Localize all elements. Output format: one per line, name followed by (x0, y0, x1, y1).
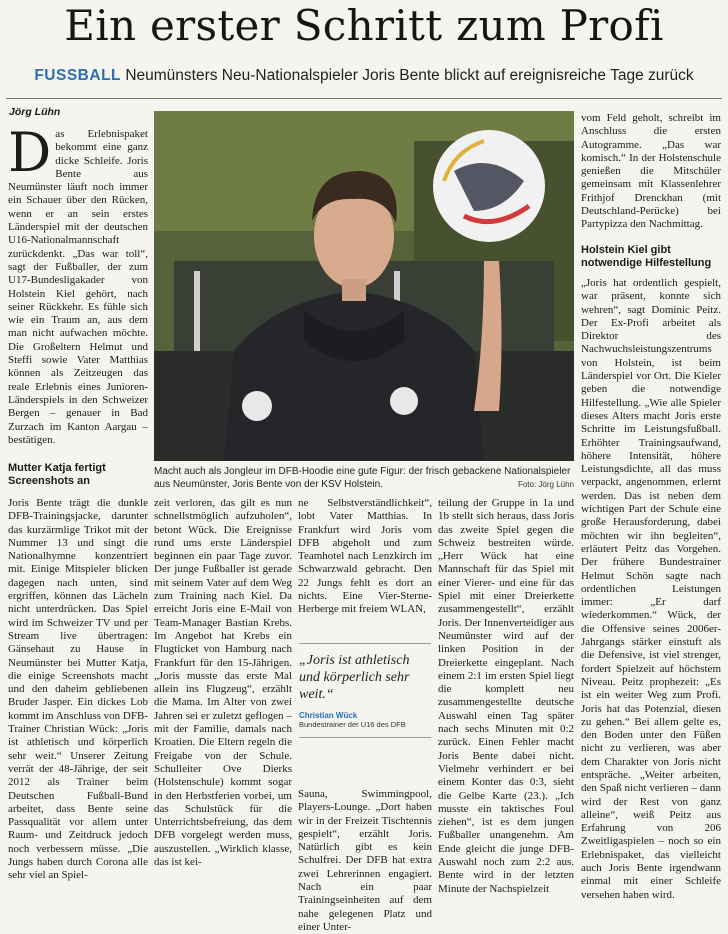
quote-author-role: Bundestrainer der U16 des DFB (299, 720, 406, 729)
body-paragraph: teilung der Gruppe in 1a und 1b stellt sich heraus, dass Joris das zweite Spiel gegen die Schweiz bestreiten würde. „Herr Wück hat eine Mannschaft für das Spiel mit einer Vierer- und eine für das Spiel mit einer Dreierkette zusammengestellt“, erzählt Joris. Der Innenverteidiger aus Neumünster wird auf der linken Position in der Dreierkette eingeplant. Nach einem 2:1 im ersten Spiel liegt die komplett neu zusammengestellte deutsche Auswahl einen Tag später nach sechs Minuten mit 0:2 zurück. Einen Fehler macht Joris Bente dabei nicht. Vielmehr verhindert er bei einem Konter das 0:3, sieht die Gelbe Karte (23.). „Ich musste ein taktisches Foul ziehen“, ist es dem jungen Fußballer unangenehm. Am Ende gleicht die junge DFB-Auswahl noch zum 2:2 aus. Bente wird in der letzten Minute der Nachspielzeit (438, 497, 574, 895)
pull-quote (299, 643, 431, 738)
photo-credit: Foto: Jörg Lühn (517, 479, 574, 489)
quote-author: Christian Wück (299, 711, 358, 720)
body-paragraph: zeit verloren, das gilt es nun schnellstmöglich aufzuholen“, betont Wück. Die Ereignisse rund ums erste Länderspiel beginnen ein paar Tage zuvor. Der junge Fußballer ist gerade mit seinem Vater auf dem Weg zum Training nach Kiel. Da erreicht Joris eine E-Mail von Team-Manager Bastian Krebs. Im Angebot hat Krebs ein Flugticket von Hamburg nach Frankfurt für den 15-Jährigen. „Joris musste das erste Mal allein ins Flugzeug“, erzählt die Mama. Im Alter von zwei Jahren sei er zuletzt geflogen – mit der Familie, damals nach Kroatien. Die Eltern regeln die Freigabe von der Schule. Schulleiter Ove Dierks (Holstenschule) kommt sogar in den Herbstferien vorbei, um das Schulstück für die Unterrichtsbefreiung, das dem DFB vorgelegt werden muss, auszustellen. „Wirklich klasse, das ist kei- (154, 497, 292, 869)
subhead-holstein-kiel: Holstein Kiel gibt notwendige Hilfestellung (581, 244, 712, 269)
body-paragraph: vom Feld geholt, schreibt im Anschluss die ersten Autogramme. „Das war komisch.“ In der Holstenschule genießen die Mitschüler gemeinsam mit Klassenlehrer Frithjof Drenckhan (mit Deutschland-Perücke) bei Partypizza den Nachmittag. (581, 112, 721, 231)
body-paragraph: Sauna, Swimmingpool, Players-Lounge. „Dort haben wir in der Freizeit Tischtennis gespielt“, erzählt Joris. Natürlich gibt es kein Schulfrei. Der DFB hat extra zwei Lehrerinnen engagiert. Nach ein paar Trainingseinheiten auf dem nahe gelegenen Platz und einer Unter- (298, 788, 432, 933)
body-paragraph: ne Selbstverständlichkeit“, lobt Vater Matthias. In Frankfurt wird Joris vom DFB abgeholt und zum Teamhotel nach Lenzkirch im Schwarzwald gebracht. Den 22 Jungs fehlt es dort an nichts. Eine Vier-Sterne-Herberge mit freiem WLAN, (298, 497, 432, 616)
kicker-label: FUSSBALL (34, 67, 122, 84)
column-1 (8, 121, 148, 447)
headline: Ein erster Schritt zum Profi (64, 1, 664, 50)
quote-rule-bottom (299, 737, 431, 738)
subhead-1-wrap (8, 462, 148, 488)
subhead-mutter-katja: Mutter Katja fertigt Screenshots an (8, 462, 106, 487)
drop-cap: D (8, 121, 52, 184)
intro-paragraph: as Erlebnispaket bekommt eine ganz dicke Schleife. Joris Bente aus Neumünster läuft noch immer ein Schauer über den Rücken, wenn er an sein erstes Länderspiel mit der deutschen U16-Nationalmannschaft zurückdenkt. „Das war toll“, sagt der Fußballer, der zum U17-Bundesligakader von Holstein Kiel gehört, nach seiner Rückkehr. Es fühle sich wie ein Traum an, aus dem man nicht aufwachen möchte. Die Großeltern Helmut und Steffi sowie Vater Matthias können als Zeitzeugen das reale Erlebnis eines Junioren-Länderspiels in den Schweizer Bergen – genauer in Bad Zurzach im Kanton Aargau – bestätigen. (8, 128, 148, 446)
body-paragraph: Joris Bente trägt die dunkle DFB-Trainingsjacke, darunter das kurzärmlige Trikot mit der Nummer 13 und singt die Nationalhymne konzentriert mit. Einige Mitspieler blicken dagegen nach unten, sind ergriffen, können das Lächeln nicht unterdrücken. Das Spiel wird im Schweizer TV und per Stream live übertragen: Gänsehaut zu Hause in Neumünster bei Mutter Katja, die einige Screenshots macht und den daheim gebliebenen Bruder Jasper. Ein dickes Lob kommt im Anschluss von DFB-Trainer Christian Wück: „Joris ist athletisch und körperlich sehr weit.“ Unserer Zeitung verrät der 48-Jährige, der seit 2012 als Trainer beim Deutschen Fußball-Bund arbeitet, dass Bente seine Passqualität vor allem unter Raum- und Zeitdruck jedoch noch verbessern müsse. „Die Jungs haben durch Corona alle sehr viel an Spiel- (8, 497, 148, 882)
column-2 (154, 497, 292, 889)
body-paragraph: „Joris hat ordentlich gespielt, war präsent, konnte sich wehren“, sagt Dominic Peitz. Der Ex-Profi arbeitet als Direktor des Nachwuchsleistungszentrums von Holstein, ist beim Länderspiel vor Ort. Die Kieler geben die notwendige Hilfestellung. „Wie alle Spieler dieses Alters macht Joris erste Schritte im Leistungsfußball. Erhöhter Trainingsaufwand, höhere Intensität, höhere Leistungsdichte, all das muss verpackt, angenommen, erlernt werden. Das ist neben dem wichtigen Part der Schule eine große Herausforderung, dabei möchten wir ihn begleiten“, erläutert Peitz das Vorgehen. Der frühere Bundestrainer Helmut Schön sagte nach ordentlichen Leistungen immer: „Er darf wiederkommen.“ Wück, der die Offensive seines 2006er-Jahrgangs stärker einstuft als die Defensive, ist viel strenger, fordert Spielzeit auf höchstem Niveau. Peitz prophezeit: „Es ist ein weiter Weg zum Profi. Joris hat das Potenzial, diesen zu gehen.“ Bei allem gelte es, den Boden unter den Füßen nicht zu verlieren, was aber dem Charakter von Joris nicht entspräche. „Weiter arbeiten, den Spaß nicht verlieren – dann wird der Rest von ganz alleine“, weiß Peitz aus Erfahrung von 206 Zweitligaspielen – noch so ein Erlebnispaket, das vielleicht auch Joris Bente irgendwann einmal mit einer Schleife versehen haben wird. (581, 277, 721, 901)
photo-illustration (154, 111, 574, 461)
header-rule (6, 98, 722, 99)
subhead-2-wrap (581, 244, 721, 270)
column-1-body (8, 497, 148, 889)
photo-caption (154, 466, 574, 491)
quote-rule-top (299, 643, 431, 644)
author-byline: Jörg Lühn (9, 106, 61, 118)
column-3-bottom (298, 788, 432, 933)
column-4 (438, 497, 574, 895)
caption-text: Macht auch als Jongleur im DFB-Hoodie eine gute Figur: der frisch gebackene Nationalspieler aus Neumünster, Joris Bente von der KSV Holstein. (154, 466, 571, 490)
subline (0, 66, 728, 86)
column-3-top (298, 497, 432, 631)
player-photo (154, 111, 574, 461)
column-5-body (581, 277, 721, 901)
column-5-top (581, 112, 721, 231)
subline-text: Neumünsters Neu-Nationalspieler Joris Bente blickt auf ereignisreiche Tage zurück (121, 67, 694, 84)
quote-text: „Joris ist athletisch und körperlich sehr weit.“ (299, 653, 410, 702)
